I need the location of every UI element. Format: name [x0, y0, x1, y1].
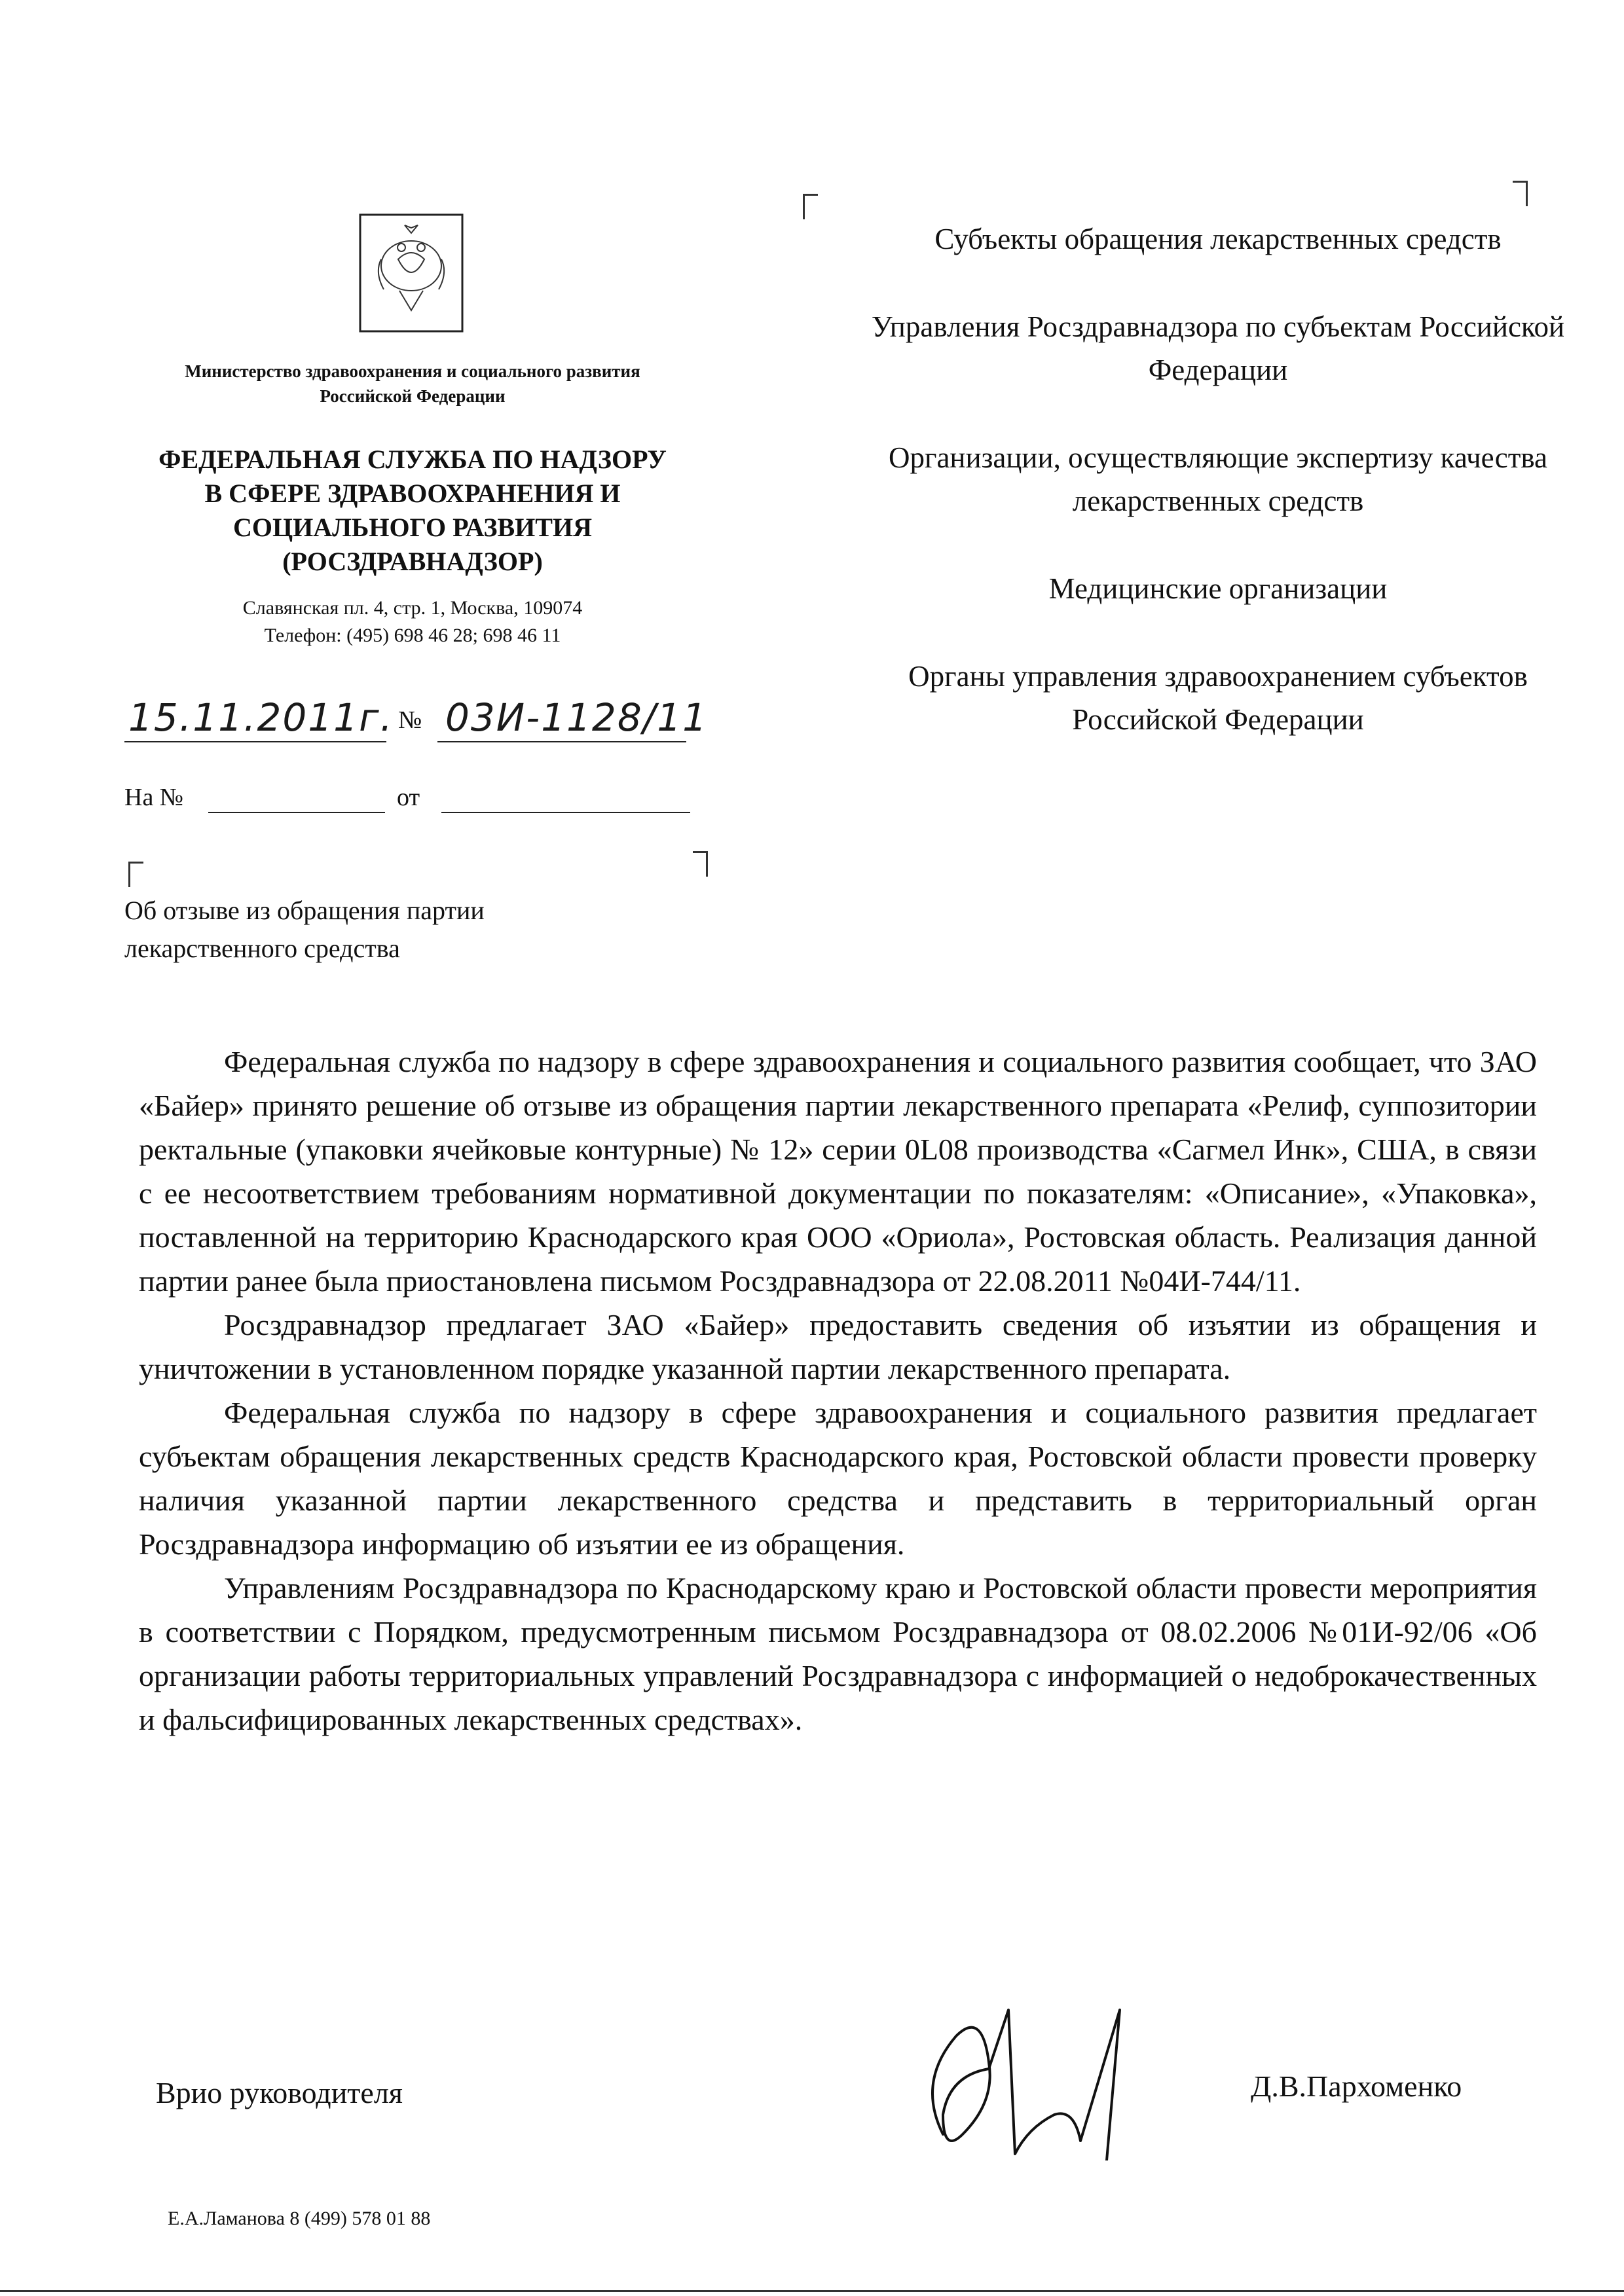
- body-paragraph: Управлениям Росздравнадзора по Краснодарскому краю и Ростовской области провести мероприятия в соответствии с Порядком, предусмотренным письмом Росздравнадзора от 08.02.2006 №01И-92/06 «Об организации работы территориальных управлений Росздравнадзора с информацией о недоброкачественных и фальсифицированных лекарственных средствах».: [139, 1571, 1537, 1736]
- subject-line: Об отзыве из обращения партии: [124, 896, 485, 925]
- body-paragraph: Федеральная служба по надзору в сфере здравоохранения и социального развития предлагает субъектам обращения лекарственных средств Краснодарского края, Ростовской области провести проверку наличия указанной партии лекарственного средства и представить в территориальный орган Росздравнадзора информацию об изъятии ее из обращения.: [139, 1396, 1537, 1561]
- address-line: Славянская пл. 4, стр. 1, Москва, 109074: [242, 597, 583, 619]
- recipient: Субъекты обращения лекарственных средств: [934, 223, 1502, 255]
- executor-contact: Е.А.Ламанова 8 (499) 578 01 88: [168, 2208, 431, 2229]
- signatory-name: Д.В.Пархоменко: [1251, 2069, 1462, 2103]
- recipient: Организации, осуществляющие экспертизу качества лекарственных средств: [888, 441, 1548, 517]
- ministry-name: Министерство здравоохранения и социального развития Российской Федерации: [185, 361, 640, 406]
- body-paragraph: Росздравнадзор предлагает ЗАО «Байер» предоставить сведения об изъятии из обращения и уничтожении в установленном порядке указанной партии лекарственного препарата.: [139, 1308, 1537, 1385]
- subject-line: лекарственного средства: [124, 934, 400, 963]
- recipient: Управления Росздравнадзора по субъектам Российской Федерации: [871, 310, 1565, 386]
- bottom-rule: [0, 2290, 1624, 2292]
- corner-mark: [1513, 181, 1528, 206]
- handwritten-signature: [897, 1964, 1146, 2160]
- agency-name: [111, 443, 714, 579]
- recipients-list: [871, 217, 1565, 786]
- recipient: Органы управления здравоохранением субъектов Российской Федерации: [908, 660, 1528, 736]
- agency-line: ФЕДЕРАЛЬНАЯ СЛУЖБА ПО НАДЗОРУ: [158, 445, 667, 474]
- corner-mark: [128, 862, 143, 887]
- corner-mark: [693, 851, 708, 877]
- from-label: от: [397, 784, 420, 811]
- agency-line: В СФЕРЕ ЗДРАВООХРАНЕНИЯ И: [204, 479, 621, 508]
- agency-address: [157, 594, 668, 649]
- recipient: Медицинские организации: [1048, 572, 1388, 605]
- letter-subject: [124, 892, 648, 968]
- number-label: №: [398, 706, 422, 734]
- corner-mark: [803, 194, 818, 219]
- letter-date: 15.11.2011г.: [128, 695, 394, 740]
- agency-line: СОЦИАЛЬНОГО РАЗВИТИЯ: [233, 513, 592, 542]
- reply-label: На №: [124, 784, 184, 811]
- signatory-role: Врио руководителя: [156, 2076, 403, 2109]
- coat-of-arms-icon: [359, 213, 464, 333]
- letter-number: 03И-1128/11: [445, 695, 709, 740]
- body-paragraph: Федеральная служба по надзору в сфере здравоохранения и социального развития сообщает, что ЗАО «Байер» принято решение об отзыве из обращения партии лекарственного препарата «Релиф, суппозитории ректальные (упаковки ячейковые контурные) № 12» серии 0L08 производства «Сагмел Инк», США, в связи с ее несоответствием требованиям нормативной документации по показателям: «Описание», «Упаковка», поставленной на территорию Краснодарского края ООО «Ориола», Ростовская область. Реализация данной партии ранее была приостановлена письмом Росздравнадзора от 22.08.2011 №04И-744/11.: [139, 1045, 1537, 1298]
- phone-line: Телефон: (495) 698 46 28; 698 46 11: [264, 625, 561, 646]
- agency-line: (РОСЗДРАВНАДЗОР): [282, 547, 543, 576]
- letter-body: [139, 1040, 1537, 1741]
